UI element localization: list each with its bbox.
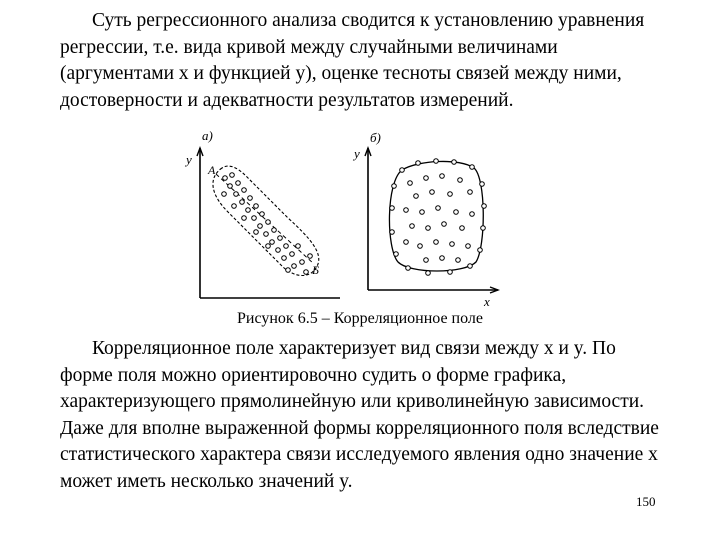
panel-a-line-end-label: Б [312, 263, 320, 277]
panel-a-points [222, 173, 313, 275]
panel-b-points [390, 159, 487, 276]
panel-b-x-label: x [484, 294, 490, 308]
paragraph-correlation-field: Корреляционное поле характеризует вид связи между x и y. По форме поля можно ориентировочно судить о форме графика, характеризующего прямолинейную или криволинейную зависимости. Даже для вполне выраженной формы корреляционного поля вследствие статистического характера связи исследуемого явления одно значение x может иметь несколько значений y. [60, 338, 659, 492]
page-number: 150 [636, 494, 656, 509]
paragraph-regression-analysis: Суть регрессионного анализа сводится к установлению уравнения регрессии, т.е. вида кривой между случайными величинами (аргументами x и функцией y), оценке тесноты связей между ними, достоверности и адекватности результатов измерений. [60, 10, 645, 111]
panel-a-line-start-label: А [208, 163, 216, 177]
figure-caption: Рисунок 6.5 – Корреляционное поле [237, 310, 483, 327]
panel-a-label: a) [202, 128, 213, 143]
panel-b-label: б) [370, 130, 381, 145]
panel-b-field-outline [389, 161, 483, 271]
panel-b-y-label: y [354, 146, 360, 161]
figure-diagram [170, 128, 510, 308]
correlation-field-figure [170, 128, 510, 308]
panel-a-y-label: y [186, 152, 192, 167]
